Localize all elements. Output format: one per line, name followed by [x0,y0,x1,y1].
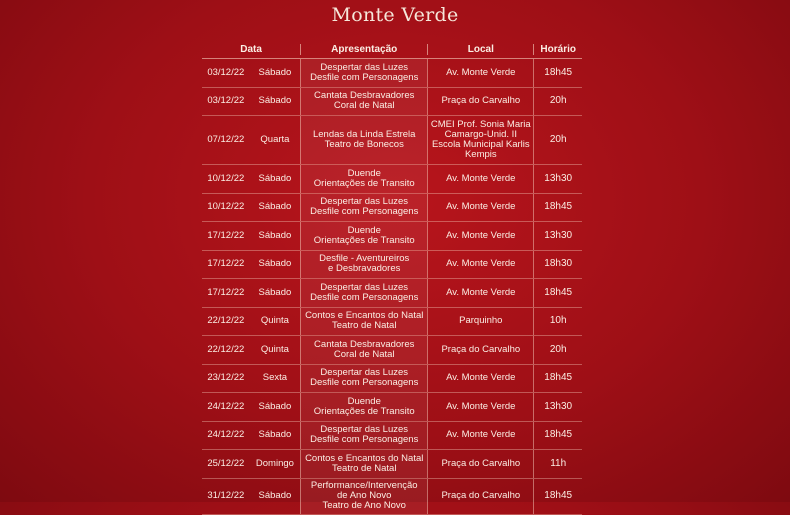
apresentacao-line: de Ano Novo [337,490,392,501]
cell-local [427,365,533,393]
cell-date: 17/12/22 [207,229,245,241]
cell-horario: 18h45 [533,279,582,307]
table-row [202,59,582,88]
table-row [202,165,582,194]
local-line: Parquinho [459,315,503,327]
cell-local [427,279,533,307]
apresentacao-line: Performance/Intervenção [310,480,418,491]
table-row [202,194,582,223]
cell-date: 10/12/22 [207,172,245,184]
cell-local [427,479,533,514]
cell-day: Domingo [255,457,294,469]
cell-day: Quinta [260,343,289,355]
local-line: Praça do Carvalho [441,457,521,469]
cell-horario: 20h [533,336,582,364]
cell-apresentacao [300,365,427,393]
local-line: Av. Monte Verde [446,400,516,412]
cell-day: Sábado [258,95,292,107]
local-line: Praça do Carvalho [441,343,521,355]
cell-horario: 10h [533,308,582,336]
cell-date: 25/12/22 [207,457,245,469]
apresentacao-line: Despertar das Luzes [320,367,409,379]
cell-horario: 13h30 [533,222,582,250]
table-row [202,450,582,479]
cell-local [427,308,533,336]
cell-apresentacao [300,251,427,279]
cell-local [427,194,533,222]
apresentacao-line: Desfile com Personagens [310,71,419,83]
local-line: Praça do Carvalho [441,490,521,501]
cell-day: Sábado [258,201,292,213]
header-local: Local [427,44,533,55]
table-row [202,222,582,251]
apresentacao-line: Duende [347,167,381,179]
cell-date: 10/12/22 [207,201,245,213]
cell-day: Sábado [258,66,292,78]
cell-day: Sábado [258,229,292,241]
local-line: Av. Monte Verde [446,258,516,270]
apresentacao-line: Coral de Natal [333,348,395,360]
table-row [202,251,582,280]
cell-date: 22/12/22 [207,343,245,355]
cell-apresentacao [300,308,427,336]
cell-horario: 18h45 [533,365,582,393]
cell-day: Sábado [258,490,292,501]
cell-day: Sábado [258,400,292,412]
apresentacao-line: Coral de Natal [333,100,395,112]
page-title: Monte Verde [331,4,459,26]
cell-date: 17/12/22 [207,258,245,270]
apresentacao-line: Despertar das Luzes [320,424,409,436]
local-line: Kempis [464,149,497,160]
cell-date: 24/12/22 [207,429,245,441]
cell-apresentacao [300,422,427,450]
local-line: Av. Monte Verde [446,172,516,184]
cell-apresentacao [300,165,427,193]
cell-date: 17/12/22 [207,286,245,298]
cell-horario: 20h [533,116,582,164]
table-body [202,59,582,515]
cell-local [427,422,533,450]
apresentacao-line: Desfile com Personagens [310,291,419,303]
cell-local [427,393,533,421]
cell-horario: 20h [533,88,582,116]
apresentacao-line: Lendas da Linda Estrela [312,129,416,140]
cell-date: 31/12/22 [207,490,245,501]
header-data: Data [240,43,262,55]
table-row [202,88,582,117]
cell-day: Sábado [258,429,292,441]
apresentacao-line: Desfile - Aventureiros [319,253,410,265]
cell-day: Sábado [258,258,292,270]
apresentacao-line: Duende [347,224,381,236]
table-header [202,40,582,59]
schedule-table [202,40,582,515]
cell-date: 03/12/22 [207,95,245,107]
apresentacao-line: Contos e Encantos do Natal [305,452,424,464]
apresentacao-line: e Desbravadores [328,263,401,275]
apresentacao-line: Teatro de Natal [332,462,397,474]
cell-local [427,450,533,478]
local-line: Camargo-Unid. II [444,129,517,140]
cell-day: Sábado [258,172,292,184]
local-line: Av. Monte Verde [446,372,516,384]
cell-apresentacao [300,336,427,364]
local-line: Av. Monte Verde [446,229,516,241]
apresentacao-line: Desfile com Personagens [310,206,419,218]
cell-day: Sexta [262,372,288,384]
apresentacao-line: Desfile com Personagens [310,377,419,389]
cell-apresentacao [300,194,427,222]
cell-horario: 18h45 [533,479,582,514]
local-line: Av. Monte Verde [446,201,516,213]
apresentacao-line: Contos e Encantos do Natal [305,310,424,322]
local-line: CMEI Prof. Sonia Maria [430,119,531,130]
cell-apresentacao [300,479,427,514]
cell-horario: 13h30 [533,165,582,193]
cell-apresentacao [300,393,427,421]
cell-day: Quinta [260,315,289,327]
cell-horario: 18h45 [533,422,582,450]
cell-local [427,336,533,364]
apresentacao-line: Cantata Desbravadores [314,338,415,350]
apresentacao-line: Orientações de Transito [313,405,415,417]
cell-apresentacao [300,59,427,87]
cell-horario: 18h30 [533,251,582,279]
table-row [202,279,582,308]
local-line: Av. Monte Verde [446,66,516,78]
table-row [202,422,582,451]
local-line: Escola Municipal Karlis [431,139,530,150]
cell-local [427,116,533,164]
cell-horario: 11h [533,450,582,478]
table-row [202,308,582,337]
apresentacao-line: Desfile com Personagens [310,434,419,446]
cell-horario: 18h45 [533,59,582,87]
cell-date: 07/12/22 [207,134,245,145]
apresentacao-line: Cantata Desbravadores [314,90,415,102]
cell-day: Sábado [258,286,292,298]
cell-date: 24/12/22 [207,400,245,412]
table-row [202,336,582,365]
cell-date: 23/12/22 [207,372,245,384]
cell-local [427,59,533,87]
local-line: Praça do Carvalho [441,95,521,107]
cell-apresentacao [300,450,427,478]
cell-local [427,222,533,250]
table-row [202,393,582,422]
cell-local [427,88,533,116]
cell-date: 03/12/22 [207,66,245,78]
apresentacao-line: Teatro de Natal [332,320,397,332]
cell-horario: 13h30 [533,393,582,421]
header-apresentacao: Apresentação [300,44,427,55]
table-row [202,116,582,165]
local-line: Av. Monte Verde [446,286,516,298]
header-horario: Horário [533,44,582,55]
apresentacao-line: Teatro de Bonecos [324,139,404,150]
cell-apresentacao [300,279,427,307]
apresentacao-line: Teatro de Ano Novo [322,500,406,511]
cell-apresentacao [300,88,427,116]
apresentacao-line: Duende [347,395,381,407]
apresentacao-line: Despertar das Luzes [320,61,409,73]
apresentacao-line: Orientações de Transito [313,234,415,246]
cell-apresentacao [300,222,427,250]
table-row [202,365,582,394]
apresentacao-line: Despertar das Luzes [320,281,409,293]
cell-date: 22/12/22 [207,315,245,327]
cell-day: Quarta [260,134,290,145]
cell-local [427,251,533,279]
local-line: Av. Monte Verde [446,429,516,441]
cell-apresentacao [300,116,427,164]
apresentacao-line: Despertar das Luzes [320,196,409,208]
cell-local [427,165,533,193]
table-row [202,479,582,515]
cell-horario: 18h45 [533,194,582,222]
apresentacao-line: Orientações de Transito [313,177,415,189]
